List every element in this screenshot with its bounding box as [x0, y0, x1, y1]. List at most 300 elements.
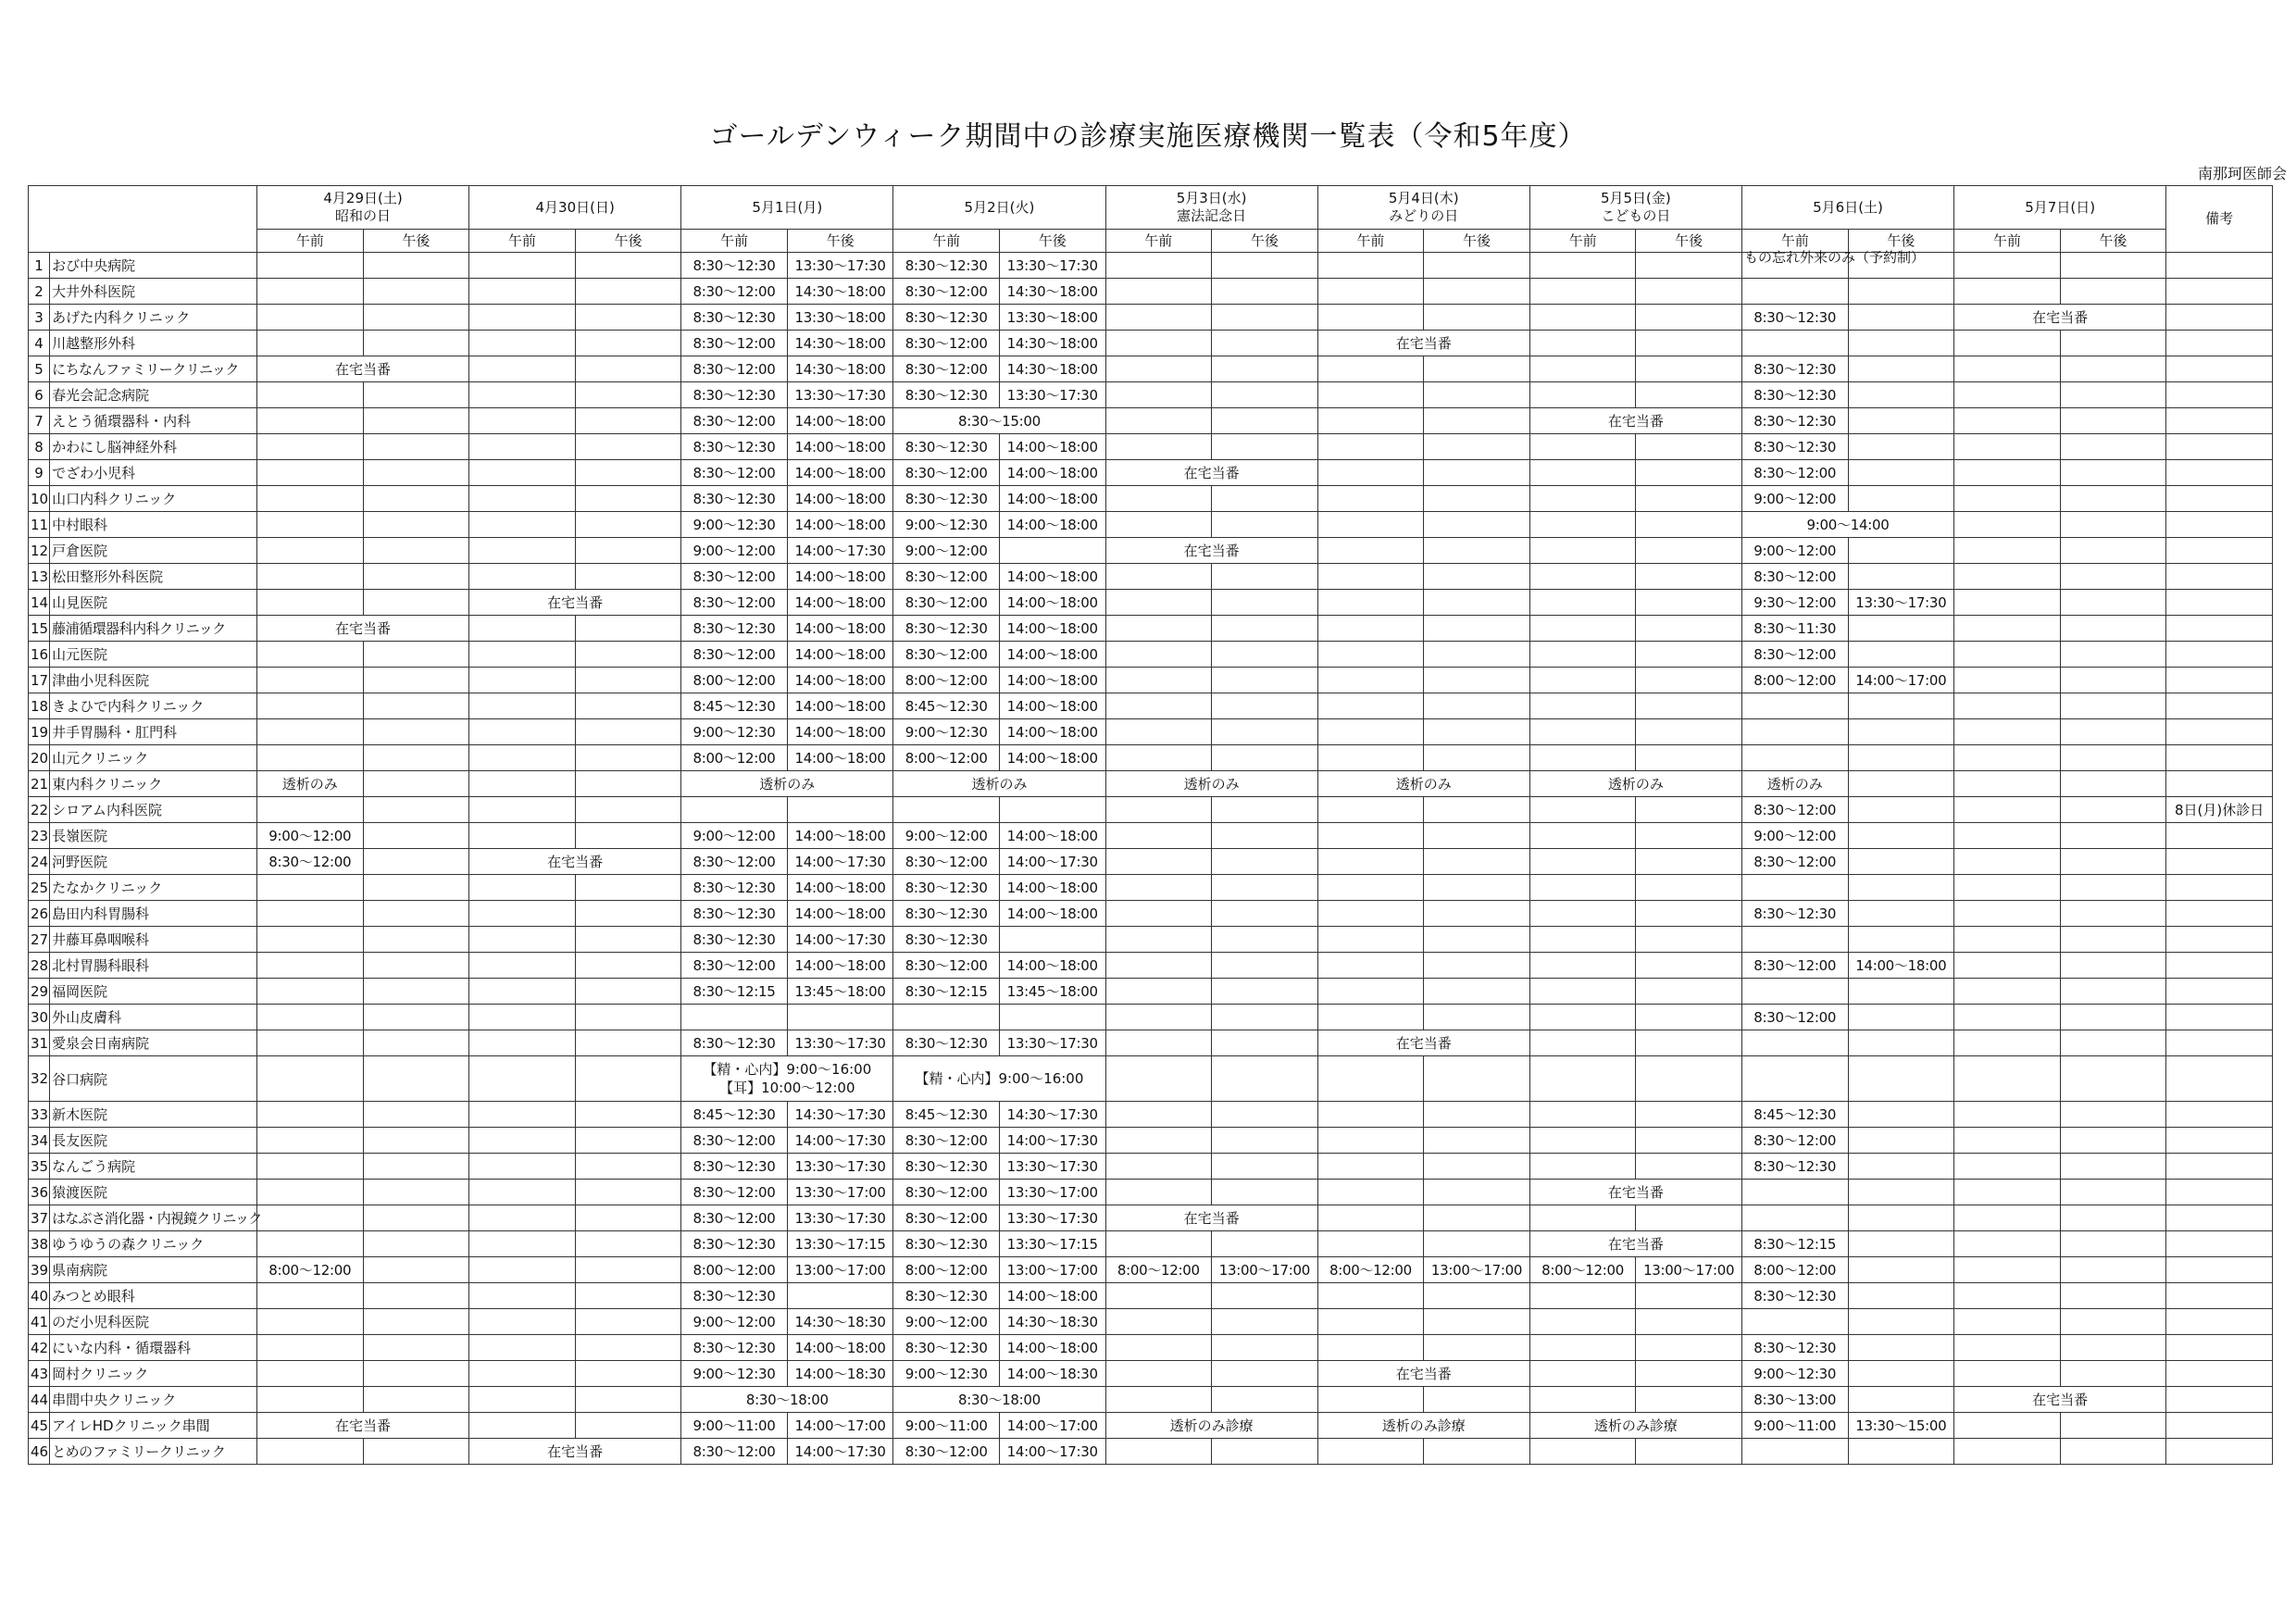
- clinic-name: 愛泉会日南病院: [50, 1030, 257, 1056]
- empty-cell: [1954, 1005, 2061, 1030]
- table-row: [29, 590, 2273, 616]
- empty-cell: [1105, 849, 1212, 875]
- empty-cell: [575, 771, 681, 797]
- empty-cell: [575, 253, 681, 279]
- empty-cell: [787, 797, 893, 823]
- hours-cell: 14:30～18:30: [999, 1309, 1105, 1335]
- hours-cell: 8:30～12:30: [1741, 305, 1848, 331]
- hours-cell: 在宅当番: [1529, 1180, 1741, 1205]
- empty-cell: [1954, 1154, 2061, 1180]
- empty-cell: [2166, 279, 2273, 305]
- table-row: [29, 408, 2273, 434]
- header-am: 午前: [1954, 230, 2061, 253]
- empty-cell: [2060, 797, 2166, 823]
- empty-cell: [1848, 1231, 1954, 1257]
- hours-cell: 【精・心内】9:00～16:00 【耳】10:00～12:00: [681, 1056, 893, 1102]
- empty-cell: [1636, 279, 1742, 305]
- empty-cell: [2060, 1128, 2166, 1154]
- empty-cell: [1317, 1231, 1424, 1257]
- empty-cell: [2166, 1030, 2273, 1056]
- empty-cell: [1424, 382, 1530, 408]
- empty-cell: [1848, 1005, 1954, 1030]
- empty-cell: [363, 797, 469, 823]
- hours-cell: 14:30～18:00: [999, 356, 1105, 382]
- empty-cell: [1636, 1205, 1742, 1231]
- empty-cell: [575, 408, 681, 434]
- clinic-name: 山見医院: [50, 590, 257, 616]
- row-number: 9: [29, 460, 50, 486]
- empty-cell: [575, 875, 681, 901]
- empty-cell: [999, 1005, 1105, 1030]
- empty-cell: [363, 1154, 469, 1180]
- row-number: 15: [29, 616, 50, 642]
- empty-cell: [469, 1309, 576, 1335]
- hours-cell: 8:00～12:00: [1317, 1257, 1424, 1283]
- empty-cell: [2060, 771, 2166, 797]
- hours-cell: 8:30～12:00: [893, 590, 1000, 616]
- empty-cell: [1954, 1231, 2061, 1257]
- hours-cell: 8:30～12:00: [681, 1205, 788, 1231]
- empty-cell: [575, 1102, 681, 1128]
- empty-cell: [1848, 564, 1954, 590]
- empty-cell: [1848, 486, 1954, 512]
- header-pm: 午後: [2060, 230, 2166, 253]
- empty-cell: [363, 1335, 469, 1361]
- hours-cell: 8:00～12:00: [1529, 1257, 1636, 1283]
- empty-cell: [2166, 927, 2273, 953]
- clinic-name: 猿渡医院: [50, 1180, 257, 1205]
- hours-cell: 14:00～18:00: [999, 693, 1105, 719]
- clinic-name: 新木医院: [50, 1102, 257, 1128]
- empty-cell: [1212, 745, 1318, 771]
- empty-cell: [1105, 1056, 1212, 1102]
- hours-cell: 14:00～18:00: [787, 642, 893, 668]
- empty-cell: [1848, 331, 1954, 356]
- row-number: 39: [29, 1257, 50, 1283]
- empty-cell: [575, 538, 681, 564]
- empty-cell: [2166, 434, 2273, 460]
- empty-cell: [1317, 305, 1424, 331]
- empty-cell: [1529, 1309, 1636, 1335]
- empty-cell: [1529, 460, 1636, 486]
- hours-cell: 9:00～12:00: [681, 823, 788, 849]
- hours-cell: 9:00～11:00: [893, 1413, 1000, 1439]
- row-number: 29: [29, 979, 50, 1005]
- empty-cell: [469, 1102, 576, 1128]
- hours-cell: 9:00～12:30: [681, 512, 788, 538]
- table-body: [29, 249, 2273, 1465]
- empty-cell: [1212, 253, 1318, 279]
- empty-cell: [1741, 1439, 1848, 1465]
- empty-cell: [1529, 305, 1636, 331]
- empty-cell: [1212, 305, 1318, 331]
- empty-cell: [1424, 1231, 1530, 1257]
- empty-cell: [1529, 1154, 1636, 1180]
- empty-cell: [1424, 823, 1530, 849]
- hours-cell: 8:30～12:00: [893, 331, 1000, 356]
- hours-cell: 9:00～12:00: [1741, 823, 1848, 849]
- empty-cell: [893, 1005, 1000, 1030]
- empty-cell: [1529, 279, 1636, 305]
- empty-cell: [1636, 745, 1742, 771]
- hours-cell: 8:30～18:00: [893, 1387, 1105, 1413]
- hours-cell: 8:30～12:30: [681, 305, 788, 331]
- header-pm: 午後: [999, 230, 1105, 253]
- page-title: ゴールデンウィーク期間中の診療実施医療機関一覧表（令和5年度）: [709, 120, 1587, 153]
- empty-cell: [1529, 512, 1636, 538]
- table-row: [29, 1005, 2273, 1030]
- hours-cell: 8:30～12:30: [893, 901, 1000, 927]
- empty-cell: [2060, 590, 2166, 616]
- hours-cell: 8:45～12:30: [681, 1102, 788, 1128]
- hours-cell: 8:30～12:30: [681, 253, 788, 279]
- empty-cell: [1105, 590, 1212, 616]
- hours-cell: 在宅当番: [1317, 1030, 1529, 1056]
- hours-cell: 13:45～18:00: [787, 979, 893, 1005]
- hours-cell: 9:00～12:00: [893, 538, 1000, 564]
- hours-cell: 8:00～12:00: [681, 745, 788, 771]
- hours-cell: 8:30～12:00: [1741, 1005, 1848, 1030]
- hours-cell: 8:30～12:00: [681, 953, 788, 979]
- empty-cell: [1529, 382, 1636, 408]
- row-number: 38: [29, 1231, 50, 1257]
- empty-cell: [2166, 1413, 2273, 1439]
- empty-cell: [1424, 849, 1530, 875]
- empty-cell: [1636, 564, 1742, 590]
- empty-cell: [469, 797, 576, 823]
- empty-cell: [469, 1154, 576, 1180]
- row-number: 8: [29, 434, 50, 460]
- empty-cell: [2060, 1257, 2166, 1283]
- hours-cell: 8:30～12:15: [893, 979, 1000, 1005]
- empty-cell: [1212, 1030, 1318, 1056]
- empty-cell: [1636, 331, 1742, 356]
- empty-cell: [1105, 616, 1212, 642]
- clinic-name: はなぶさ消化器・内視鏡クリニック: [50, 1205, 257, 1231]
- table-row: [29, 745, 2273, 771]
- empty-cell: [575, 1205, 681, 1231]
- empty-cell: [2166, 356, 2273, 382]
- empty-cell: [363, 1283, 469, 1309]
- empty-cell: [1848, 616, 1954, 642]
- hours-cell: 14:30～18:30: [787, 1309, 893, 1335]
- hours-cell: 14:00～17:30: [787, 927, 893, 953]
- empty-cell: [469, 642, 576, 668]
- empty-cell: [1317, 745, 1424, 771]
- empty-cell: [363, 668, 469, 693]
- table-row: [29, 668, 2273, 693]
- clinic-name: 春光会記念病院: [50, 382, 257, 408]
- hours-cell: 8:30～12:30: [1741, 1335, 1848, 1361]
- empty-cell: [469, 434, 576, 460]
- empty-cell: [1636, 1030, 1742, 1056]
- empty-cell: [1317, 590, 1424, 616]
- empty-cell: [1848, 408, 1954, 434]
- hours-cell: 9:00～12:00: [681, 1309, 788, 1335]
- hours-cell: 14:00～18:00: [787, 875, 893, 901]
- table-row: [29, 564, 2273, 590]
- empty-cell: [469, 979, 576, 1005]
- empty-cell: [2166, 616, 2273, 642]
- empty-cell: [256, 1154, 363, 1180]
- hours-cell: 9:00～12:00: [256, 823, 363, 849]
- empty-cell: [1954, 1335, 2061, 1361]
- header-day: [681, 186, 893, 230]
- empty-cell: [256, 1439, 363, 1465]
- empty-cell: [1424, 642, 1530, 668]
- empty-cell: [363, 1439, 469, 1465]
- empty-cell: [469, 616, 576, 642]
- header-day-holiday: 昭和の日: [335, 207, 392, 224]
- empty-cell: [1954, 1283, 2061, 1309]
- empty-cell: [1105, 953, 1212, 979]
- clinic-name: たなかクリニック: [50, 875, 257, 901]
- header-day-date: 5月6日(土): [1813, 198, 1883, 216]
- empty-cell: [1105, 253, 1212, 279]
- empty-cell: [1105, 1154, 1212, 1180]
- empty-cell: [1424, 538, 1530, 564]
- empty-cell: [1636, 1102, 1742, 1128]
- hours-cell: 14:00～17:00: [1848, 668, 1954, 693]
- empty-cell: [469, 1361, 576, 1387]
- empty-cell: [363, 382, 469, 408]
- empty-cell: [1529, 1128, 1636, 1154]
- hours-cell: 8:30～12:30: [893, 305, 1000, 331]
- empty-cell: [1636, 538, 1742, 564]
- empty-cell: [1317, 1102, 1424, 1128]
- empty-cell: [256, 642, 363, 668]
- clinic-name: にちなんファミリークリニック: [50, 356, 257, 382]
- empty-cell: [1529, 953, 1636, 979]
- empty-cell: [1636, 979, 1742, 1005]
- row-number: 1: [29, 253, 50, 279]
- empty-cell: [469, 927, 576, 953]
- empty-cell: [1636, 616, 1742, 642]
- empty-cell: [1954, 1128, 2061, 1154]
- empty-cell: [1954, 279, 2061, 305]
- empty-cell: [469, 1231, 576, 1257]
- empty-cell: [256, 538, 363, 564]
- empty-cell: [1848, 1154, 1954, 1180]
- empty-cell: [1212, 279, 1318, 305]
- empty-cell: [1212, 1154, 1318, 1180]
- table-row: [29, 1335, 2273, 1361]
- row-number: 13: [29, 564, 50, 590]
- hours-cell: 14:00～18:00: [787, 823, 893, 849]
- hours-cell: 9:30～12:00: [1741, 590, 1848, 616]
- empty-cell: [1954, 1439, 2061, 1465]
- header-am: 午前: [1105, 230, 1212, 253]
- empty-cell: [1636, 953, 1742, 979]
- empty-cell: [1212, 875, 1318, 901]
- empty-cell: [1848, 1056, 1954, 1102]
- empty-cell: [1954, 1102, 2061, 1128]
- clinic-name: 山口内科クリニック: [50, 486, 257, 512]
- clinic-name: きよひで内科クリニック: [50, 693, 257, 719]
- empty-cell: [1317, 538, 1424, 564]
- hours-cell: 14:30～17:30: [999, 1102, 1105, 1128]
- empty-cell: [575, 1387, 681, 1413]
- empty-cell: [1848, 382, 1954, 408]
- table-row: [29, 1283, 2273, 1309]
- empty-cell: [1529, 642, 1636, 668]
- row-number: 46: [29, 1439, 50, 1465]
- empty-cell: [363, 460, 469, 486]
- empty-cell: [2166, 771, 2273, 797]
- empty-cell: [1636, 1056, 1742, 1102]
- empty-cell: [363, 253, 469, 279]
- empty-cell: [1212, 434, 1318, 460]
- empty-cell: [1848, 356, 1954, 382]
- clinic-name: 北村胃腸科眼科: [50, 953, 257, 979]
- hours-cell: 8:00～12:00: [893, 745, 1000, 771]
- hours-cell: 8:30～12:00: [681, 1439, 788, 1465]
- empty-cell: [1212, 1309, 1318, 1335]
- clinic-name: 外山皮膚科: [50, 1005, 257, 1030]
- clinic-name: おび中央病院: [50, 253, 257, 279]
- empty-cell: [1529, 823, 1636, 849]
- empty-cell: [1424, 590, 1530, 616]
- empty-cell: [1317, 849, 1424, 875]
- empty-cell: [363, 979, 469, 1005]
- table-row: [29, 953, 2273, 979]
- empty-cell: [256, 253, 363, 279]
- hours-cell: 透析のみ: [1317, 771, 1529, 797]
- hours-cell: 8:30～11:30: [1741, 616, 1848, 642]
- empty-cell: [1954, 382, 2061, 408]
- empty-cell: [1212, 1387, 1318, 1413]
- hours-cell: 9:00～11:00: [681, 1413, 788, 1439]
- row-number: 14: [29, 590, 50, 616]
- empty-cell: [2166, 590, 2273, 616]
- empty-cell: [2060, 953, 2166, 979]
- empty-cell: [363, 901, 469, 927]
- empty-cell: [256, 512, 363, 538]
- empty-cell: [1317, 927, 1424, 953]
- empty-cell: [1636, 668, 1742, 693]
- empty-cell: [1317, 1387, 1424, 1413]
- empty-cell: [575, 719, 681, 745]
- empty-cell: [1848, 1257, 1954, 1283]
- empty-cell: [256, 1231, 363, 1257]
- hours-cell: 8:30～12:30: [1741, 408, 1848, 434]
- empty-cell: [1105, 382, 1212, 408]
- hours-cell: 13:30～17:00: [787, 1180, 893, 1205]
- empty-cell: [1529, 927, 1636, 953]
- empty-cell: [256, 979, 363, 1005]
- empty-cell: [1848, 1361, 1954, 1387]
- hours-cell: 14:00～18:00: [787, 486, 893, 512]
- hours-cell: 8:00～12:00: [1105, 1257, 1212, 1283]
- empty-cell: [363, 693, 469, 719]
- empty-cell: [1848, 797, 1954, 823]
- hours-cell: 14:00～18:00: [787, 434, 893, 460]
- empty-cell: [1317, 979, 1424, 1005]
- clinic-name: 河野医院: [50, 849, 257, 875]
- empty-cell: [363, 1309, 469, 1335]
- empty-cell: [1636, 901, 1742, 927]
- empty-cell: [575, 1005, 681, 1030]
- empty-cell: [575, 642, 681, 668]
- empty-cell: [1317, 564, 1424, 590]
- hours-cell: 8:30～12:00: [681, 1128, 788, 1154]
- header-am: 午前: [1317, 230, 1424, 253]
- empty-cell: [1954, 927, 2061, 953]
- hours-cell: 8:30～12:30: [681, 1335, 788, 1361]
- hours-cell: 8:30～12:30: [893, 1283, 1000, 1309]
- header-day: [1105, 186, 1317, 230]
- clinic-name: 島田内科胃腸科: [50, 901, 257, 927]
- empty-cell: [363, 927, 469, 953]
- empty-cell: [575, 1128, 681, 1154]
- empty-cell: [575, 1030, 681, 1056]
- empty-cell: [1317, 1335, 1424, 1361]
- hours-cell: 13:30～17:30: [999, 253, 1105, 279]
- empty-cell: [469, 1180, 576, 1205]
- table-row: [29, 1056, 2273, 1102]
- hours-cell: 透析のみ: [256, 771, 363, 797]
- empty-cell: [2166, 1128, 2273, 1154]
- empty-cell: [575, 745, 681, 771]
- empty-cell: [681, 797, 788, 823]
- clinic-name: 山元クリニック: [50, 745, 257, 771]
- empty-cell: [2060, 538, 2166, 564]
- hours-cell: 8:30～12:30: [893, 434, 1000, 460]
- clinic-name: みつとめ眼科: [50, 1283, 257, 1309]
- empty-cell: [2166, 849, 2273, 875]
- empty-cell: [1424, 797, 1530, 823]
- empty-cell: [1317, 460, 1424, 486]
- hours-cell: 14:00～18:00: [787, 719, 893, 745]
- empty-cell: [469, 486, 576, 512]
- empty-cell: [1105, 1180, 1212, 1205]
- header-ampm-row: [29, 230, 2273, 253]
- empty-cell: [1424, 253, 1530, 279]
- empty-cell: [363, 1030, 469, 1056]
- clinic-name: 長嶺医院: [50, 823, 257, 849]
- table-row: [29, 1205, 2273, 1231]
- empty-cell: [1424, 1005, 1530, 1030]
- header-am: 午前: [256, 230, 363, 253]
- empty-cell: [1636, 356, 1742, 382]
- hours-cell: 8:00～12:00: [893, 668, 1000, 693]
- hours-cell: 13:00～17:00: [787, 1257, 893, 1283]
- empty-cell: [1317, 512, 1424, 538]
- empty-cell: [256, 486, 363, 512]
- empty-cell: [1212, 1231, 1318, 1257]
- empty-cell: [2166, 1361, 2273, 1387]
- hours-cell: 在宅当番: [469, 849, 681, 875]
- empty-cell: [1529, 849, 1636, 875]
- hours-cell: 14:30～18:00: [999, 279, 1105, 305]
- empty-cell: [2166, 253, 2273, 279]
- empty-cell: [256, 797, 363, 823]
- empty-cell: [2166, 305, 2273, 331]
- hours-cell: 8:30～12:00: [1741, 797, 1848, 823]
- hours-cell: 14:00～18:00: [1848, 953, 1954, 979]
- empty-cell: [1954, 331, 2061, 356]
- hours-cell: 13:30～15:00: [1848, 1413, 1954, 1439]
- hours-cell: 在宅当番: [256, 616, 468, 642]
- empty-cell: [1212, 408, 1318, 434]
- hours-cell: 14:00～18:00: [787, 1335, 893, 1361]
- header-am: 午前: [1741, 230, 1848, 253]
- header-corner: [29, 186, 257, 253]
- hours-cell: 8:30～12:30: [893, 875, 1000, 901]
- empty-cell: [1636, 512, 1742, 538]
- header-day-date: 5月1日(月): [752, 198, 823, 216]
- empty-cell: [2166, 1439, 2273, 1465]
